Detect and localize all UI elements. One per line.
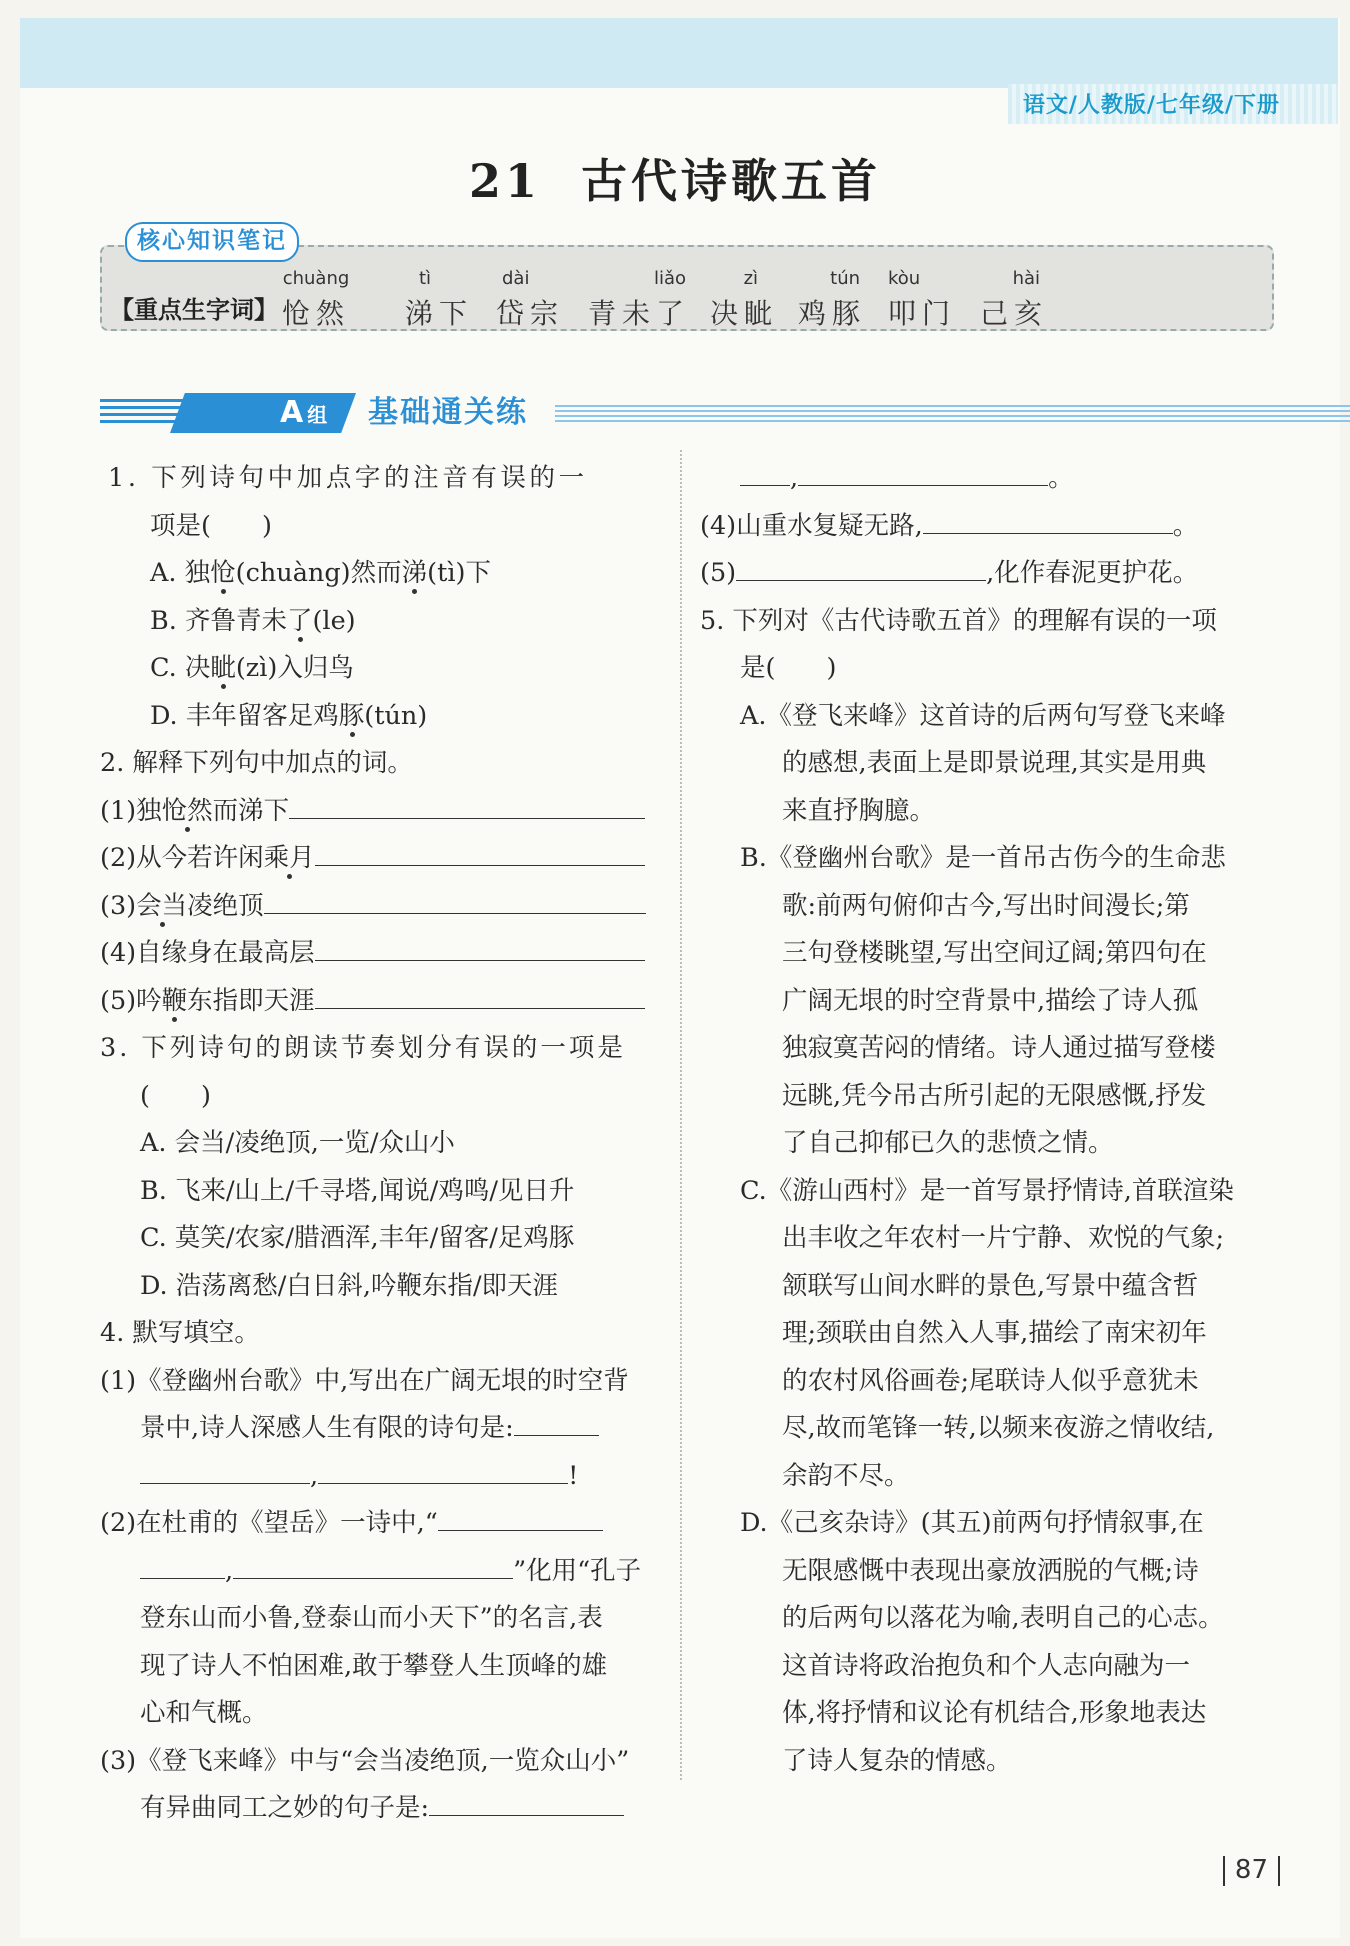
q5-option-c: C.《游山西村》是一首写景抒情诗,首联渲染 — [740, 1175, 1234, 1206]
q3-stem: 3. 下列诗句的朗读节奏划分有误的一项是 — [100, 1033, 626, 1063]
q4-p2-line3: 登东山而小鲁,登泰山而小天下”的名言,表 — [140, 1603, 603, 1633]
q3-option-a: A. 会当/凌绝顶,一览/众山小 — [140, 1128, 455, 1158]
q5-option-b-cont: 了自己抑郁已久的悲愤之情。 — [782, 1128, 1114, 1158]
q5-option-c-cont: 理;颈联由自然入人事,描绘了南宋初年 — [782, 1318, 1207, 1348]
column-divider — [680, 450, 682, 1780]
q5-option-d-cont: 这首诗将政治抱负和个人志向融为一 — [782, 1650, 1191, 1681]
answer-blank[interactable] — [736, 550, 986, 581]
q5-stem: 5. 下列对《古代诗歌五首》的理解有误的一项 — [700, 605, 1217, 636]
q5-option-b-cont: 远眺,凭今吊古所引起的无限感慨,抒发 — [782, 1080, 1207, 1111]
section-rule — [555, 405, 1350, 423]
lesson-name: 古代诗歌五首 — [581, 154, 881, 208]
q5-option-c-cont: 的农村风俗画卷;尾联诗人似乎意犹未 — [782, 1365, 1199, 1396]
vocab-word: hài 己亥 — [980, 268, 1049, 330]
answer-blank[interactable] — [233, 1548, 513, 1579]
section-header — [100, 393, 1265, 433]
q5-option-a: A.《登飞来峰》这首诗的后两句写登飞来峰 — [740, 700, 1226, 731]
q4-p4: (4)山重水复疑无路, 。 — [700, 503, 1275, 551]
answer-blank[interactable] — [438, 1500, 603, 1531]
answer-blank[interactable] — [740, 455, 790, 486]
answer-blank[interactable] — [514, 1405, 599, 1436]
answer-blank[interactable] — [289, 788, 645, 819]
q3-stem-end: ( ) — [140, 1080, 211, 1111]
q2-item-3: (3)会当凌绝顶 — [100, 883, 665, 931]
q5-stem-end: 是( ) — [740, 653, 837, 683]
page-number: 87 — [1213, 1855, 1290, 1886]
q5-option-d-cont: 体,将抒情和议论有机结合,形象地表达 — [782, 1698, 1207, 1728]
q3-option-c: C. 莫笑/农家/腊酒浑,丰年/留客/足鸡豚 — [140, 1223, 575, 1253]
q1-option-b: B. 齐鲁青未了(le) — [150, 605, 356, 636]
answer-blank[interactable] — [318, 1453, 568, 1484]
q4-p3-line2: 有异曲同工之妙的句子是: — [100, 1785, 665, 1833]
q4-p5: (5) ,化作春泥更护花。 — [700, 550, 1275, 598]
notes-badge: 核心知识笔记 — [125, 222, 299, 262]
left-column — [100, 455, 665, 1833]
notes-label: 【重点生字词】 — [110, 296, 278, 324]
q1-stem: 1. 下列诗句中加点字的注音有误的一 — [108, 463, 588, 493]
answer-blank[interactable] — [140, 1453, 310, 1484]
header-band — [20, 18, 1338, 88]
section-tag — [170, 393, 356, 433]
q5-option-b: B.《登幽州台歌》是一首吊古伤今的生命悲 — [740, 843, 1226, 873]
answer-blank[interactable] — [429, 1785, 624, 1816]
answer-blank[interactable] — [798, 455, 1048, 486]
q4-p2-line1: (2)在杜甫的《望岳》一诗中,“ — [100, 1500, 665, 1548]
q5-option-c-cont: 余韵不尽。 — [782, 1460, 910, 1491]
q3-option-b: B. 飞来/山上/千寻塔,闻说/鸡鸣/见日升 — [140, 1175, 575, 1206]
q5-option-c-cont: 出丰收之年农村一片宁静、欢悦的气象; — [782, 1223, 1225, 1253]
q2-stem: 2. 解释下列句中加点的词。 — [100, 748, 413, 778]
vocab-word: liǎo 青未了 — [588, 268, 691, 330]
vocab-word: tì 涕下 — [405, 268, 474, 330]
q4-p3-line3: , 。 — [700, 455, 1275, 503]
q1-option-d: D. 丰年留客足鸡豚(tún) — [150, 700, 428, 731]
q5-option-b-cont: 独寂寞苦闷的情绪。诗人通过描写登楼 — [782, 1033, 1216, 1063]
lesson-number: 21 — [468, 154, 541, 208]
q5-option-c-cont: 颔联写山间水畔的景色,写景中蕴含哲 — [782, 1270, 1199, 1301]
vocab-word: dài 岱宗 — [496, 268, 565, 330]
q5-option-b-cont: 三句登楼眺望,写出空间辽阔;第四句在 — [782, 938, 1207, 968]
answer-blank[interactable] — [140, 1548, 225, 1579]
q4-p1-line3: , ! — [100, 1453, 665, 1501]
q5-option-c-cont: 尽,故而笔锋一转,以频来夜游之情收结, — [782, 1413, 1215, 1443]
answer-blank[interactable] — [315, 930, 645, 961]
answer-blank[interactable] — [315, 835, 645, 866]
q5-option-b-cont: 歌:前两句俯仰古今,写出时间漫长;第 — [782, 890, 1190, 921]
lesson-title — [0, 145, 1350, 211]
answer-blank[interactable] — [264, 883, 646, 914]
vocab-word: chuàng 怆然 — [282, 268, 351, 330]
q2-item-2: (2)从今若许闲乘月 — [100, 835, 665, 883]
q5-option-a-cont: 的感想,表面上是即景说理,其实是用典 — [782, 748, 1207, 778]
q5-option-d-cont: 无限感慨中表现出豪放洒脱的气概;诗 — [782, 1555, 1199, 1586]
q4-p2-line2: , ”化用“孔子 — [100, 1548, 665, 1596]
q2-item-1: (1)独怆然而涕下 — [100, 788, 665, 836]
q4-p2-line4: 现了诗人不怕困难,敢于攀登人生顶峰的雄 — [140, 1650, 608, 1681]
q5-option-d-cont: 的后两句以落花为喻,表明自己的心志。 — [782, 1603, 1224, 1633]
vocab-word: tún 鸡豚 — [798, 268, 867, 330]
q1-option-c: C. 决眦(zì)入归鸟 — [150, 653, 354, 683]
q3-option-d: D. 浩荡离愁/白日斜,吟鞭东指/即天涯 — [140, 1270, 559, 1301]
q1-option-a: A. 独怆(chuàng)然而涕(tì)下 — [150, 558, 491, 588]
q1-stem-end: 项是( ) — [150, 510, 272, 541]
section-group: A组 — [280, 395, 328, 430]
q4-p2-line5: 心和气概。 — [140, 1698, 268, 1728]
vocab-word: zì 决眦 — [710, 268, 779, 330]
q2-item-4: (4)自缘身在最高层 — [100, 930, 665, 978]
q4-p1-line1: (1)《登幽州台歌》中,写出在广阔无垠的时空背 — [100, 1365, 629, 1396]
q4-p1-line2: 景中,诗人深感人生有限的诗句是: — [100, 1405, 665, 1453]
section-title: 基础通关练 — [368, 395, 528, 430]
q5-option-b-cont: 广阔无垠的时空背景中,描绘了诗人孤 — [782, 985, 1199, 1016]
q2-item-5: (5)吟鞭东指即天涯 — [100, 978, 665, 1026]
q5-option-a-cont: 来直抒胸臆。 — [782, 795, 936, 826]
answer-blank[interactable] — [315, 978, 645, 1009]
series-label: 语文/人教版/七年级/下册 — [1022, 93, 1280, 118]
q4-stem: 4. 默写填空。 — [100, 1318, 260, 1348]
right-column — [700, 455, 1275, 1785]
q5-option-d-cont: 了诗人复杂的情感。 — [782, 1745, 1012, 1776]
q4-p3-line1: (3)《登飞来峰》中与“会当凌绝顶,一览众山小” — [100, 1745, 630, 1776]
q5-option-d: D.《己亥杂诗》(其五)前两句抒情叙事,在 — [740, 1508, 1204, 1538]
answer-blank[interactable] — [923, 503, 1173, 534]
vocab-word: kòu 叩门 — [888, 268, 957, 330]
